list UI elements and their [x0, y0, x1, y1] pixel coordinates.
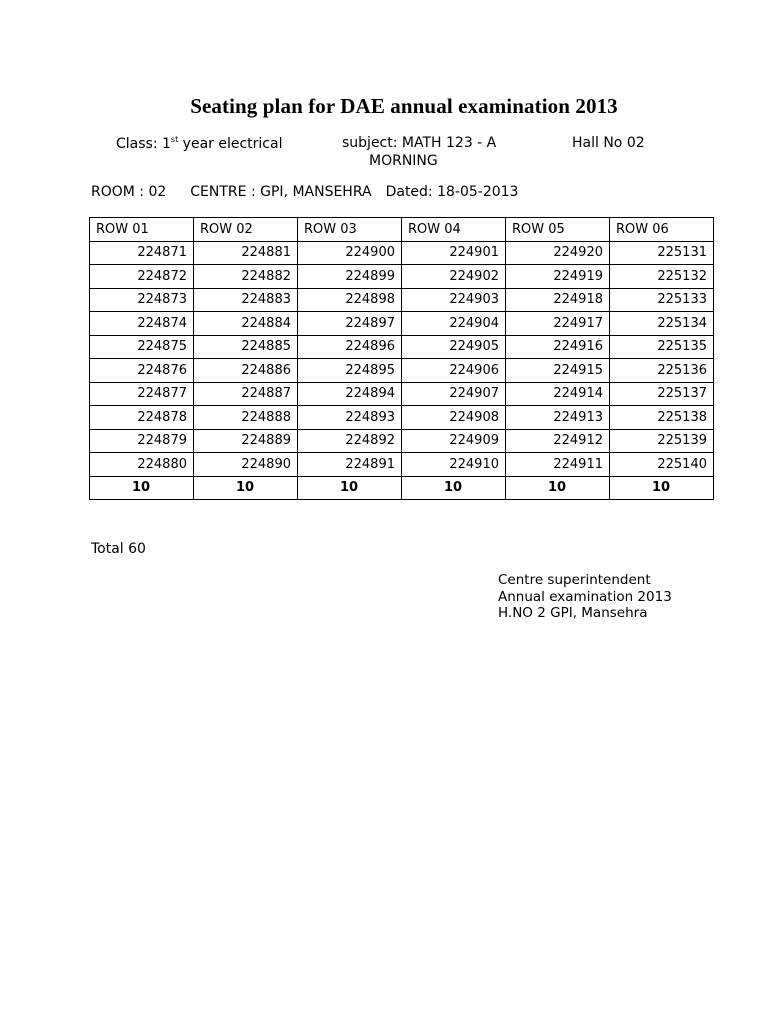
seat-number-cell: 224906: [402, 359, 506, 383]
centre-info: CENTRE : GPI, MANSEHRA: [190, 184, 372, 200]
header-row-06: ROW 06: [610, 218, 714, 242]
seat-number-cell: 224875: [90, 335, 194, 359]
table-row: [90, 265, 714, 289]
seat-number-cell: 224879: [90, 429, 194, 453]
seat-number-cell: 224883: [194, 288, 298, 312]
seating-table: [89, 217, 714, 500]
seat-number-cell: 224902: [402, 265, 506, 289]
seating-table-body: [90, 241, 714, 500]
seat-number-cell: 224892: [298, 429, 402, 453]
seat-number-cell: 225136: [610, 359, 714, 383]
seat-number-cell: 224913: [506, 406, 610, 430]
seat-number-cell: 224907: [402, 382, 506, 406]
table-header-row: [90, 218, 714, 242]
count-row: [90, 476, 714, 500]
seat-number-cell: 224876: [90, 359, 194, 383]
seat-number-cell: 224918: [506, 288, 610, 312]
seat-number-cell: 224919: [506, 265, 610, 289]
subject-info: subject: MATH 123 - A: [342, 135, 497, 151]
seat-number-cell: 224885: [194, 335, 298, 359]
column-count-cell: 10: [194, 476, 298, 500]
class-rest: year electrical: [178, 136, 283, 152]
table-row: [90, 359, 714, 383]
seat-number-cell: 224904: [402, 312, 506, 336]
seat-number-cell: 224905: [402, 335, 506, 359]
seat-number-cell: 224909: [402, 429, 506, 453]
seat-number-cell: 224903: [402, 288, 506, 312]
session-info: MORNING: [369, 153, 438, 169]
header-row-05: ROW 05: [506, 218, 610, 242]
room-info: ROOM : 02: [91, 184, 167, 200]
seat-number-cell: 225134: [610, 312, 714, 336]
header-row-03: ROW 03: [298, 218, 402, 242]
header-row-04: ROW 04: [402, 218, 506, 242]
seat-number-cell: 224889: [194, 429, 298, 453]
table-row: [90, 406, 714, 430]
seat-number-cell: 224900: [298, 241, 402, 265]
seat-number-cell: 224880: [90, 453, 194, 477]
seat-number-cell: 224893: [298, 406, 402, 430]
seat-number-cell: 224897: [298, 312, 402, 336]
seat-number-cell: 224874: [90, 312, 194, 336]
seat-number-cell: 224894: [298, 382, 402, 406]
column-count-cell: 10: [402, 476, 506, 500]
table-row: [90, 453, 714, 477]
seat-number-cell: 224878: [90, 406, 194, 430]
class-label: Class: 1: [116, 136, 171, 152]
seat-number-cell: 224898: [298, 288, 402, 312]
table-row: [90, 335, 714, 359]
column-count-cell: 10: [90, 476, 194, 500]
seat-number-cell: 224888: [194, 406, 298, 430]
total-count: Total 60: [91, 541, 146, 557]
seat-number-cell: 224896: [298, 335, 402, 359]
seat-number-cell: 224872: [90, 265, 194, 289]
table-row: [90, 382, 714, 406]
seat-number-cell: 224917: [506, 312, 610, 336]
seat-number-cell: 224915: [506, 359, 610, 383]
seat-number-cell: 224914: [506, 382, 610, 406]
seat-number-cell: 224881: [194, 241, 298, 265]
seat-number-cell: 225135: [610, 335, 714, 359]
seat-number-cell: 224877: [90, 382, 194, 406]
header-row-01: ROW 01: [90, 218, 194, 242]
class-info: [116, 135, 282, 152]
seat-number-cell: 225140: [610, 453, 714, 477]
seat-number-cell: 224908: [402, 406, 506, 430]
seat-number-cell: 225137: [610, 382, 714, 406]
column-count-cell: 10: [298, 476, 402, 500]
seat-number-cell: 225132: [610, 265, 714, 289]
seat-number-cell: 224912: [506, 429, 610, 453]
seat-number-cell: 225138: [610, 406, 714, 430]
seat-number-cell: 225131: [610, 241, 714, 265]
column-count-cell: 10: [506, 476, 610, 500]
seat-number-cell: 224901: [402, 241, 506, 265]
seat-number-cell: 224873: [90, 288, 194, 312]
table-row: [90, 429, 714, 453]
seat-number-cell: 225133: [610, 288, 714, 312]
seat-number-cell: 224899: [298, 265, 402, 289]
room-centre-date-line: [91, 184, 518, 200]
seat-number-cell: 224891: [298, 453, 402, 477]
table-row: [90, 312, 714, 336]
seat-number-cell: 224910: [402, 453, 506, 477]
document-title: Seating plan for DAE annual examination 2013: [190, 94, 618, 118]
column-count-cell: 10: [610, 476, 714, 500]
seat-number-cell: 224887: [194, 382, 298, 406]
seat-number-cell: 224920: [506, 241, 610, 265]
table-row: [90, 241, 714, 265]
header-row-02: ROW 02: [194, 218, 298, 242]
hall-info: Hall No 02: [572, 135, 645, 151]
seat-number-cell: 224871: [90, 241, 194, 265]
seat-number-cell: 225139: [610, 429, 714, 453]
seat-number-cell: 224882: [194, 265, 298, 289]
date-info: Dated: 18-05-2013: [385, 184, 519, 200]
signature-line-3: H.NO 2 GPI, Mansehra: [498, 605, 648, 621]
table-row: [90, 288, 714, 312]
signature-line-1: Centre superintendent: [498, 572, 651, 588]
seat-number-cell: 224895: [298, 359, 402, 383]
signature-line-2: Annual examination 2013: [498, 588, 672, 605]
signature-block: [498, 572, 672, 622]
seat-number-cell: 224890: [194, 453, 298, 477]
seat-number-cell: 224886: [194, 359, 298, 383]
seat-number-cell: 224911: [506, 453, 610, 477]
seat-number-cell: 224916: [506, 335, 610, 359]
class-superscript: st: [170, 135, 179, 144]
seat-number-cell: 224884: [194, 312, 298, 336]
